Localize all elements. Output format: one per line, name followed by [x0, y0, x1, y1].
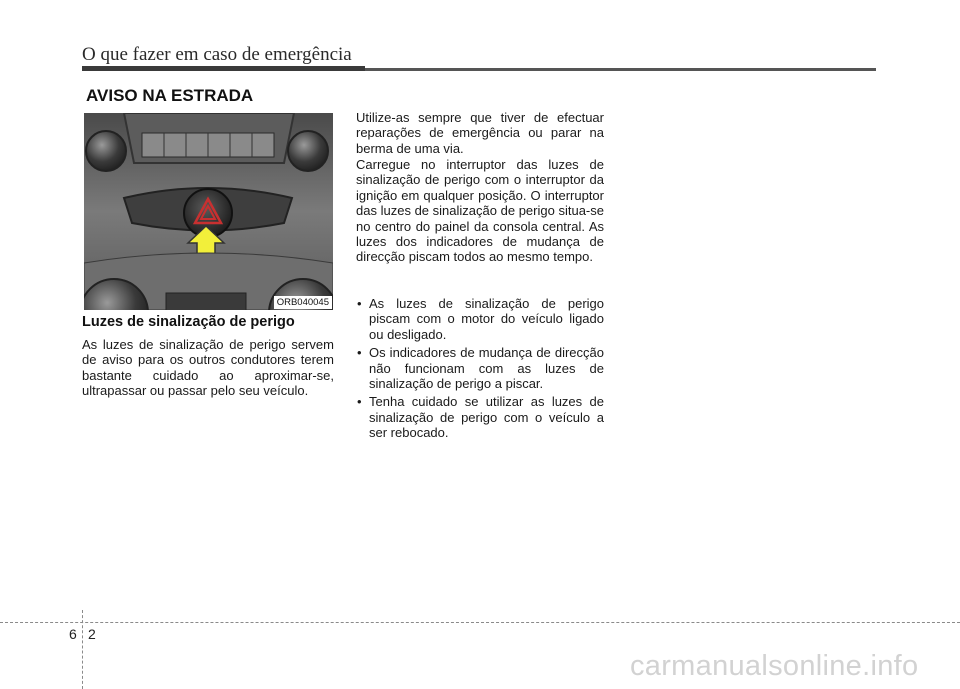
hazard-lights-intro-paragraph: As luzes de sinalização de perigo servem de aviso para os outros condutores terem bastante cuidado ao aproximar-se, ultrapassar ou passar pelo seu veículo. [82, 337, 334, 399]
section-title: AVISO NA ESTRADA [86, 86, 254, 105]
bullet-marker: • [357, 394, 362, 410]
hazard-notes-list [356, 296, 604, 444]
list-item [356, 296, 604, 342]
list-item-text: As luzes de sinalização de perigo piscam com o motor do veículo ligado ou desligado. [369, 296, 604, 342]
hazard-lights-subheading: Luzes de sinalização de perigo [82, 314, 295, 330]
page-number: 2 [88, 626, 96, 642]
footer-vertical-divider [82, 610, 83, 689]
watermark: carmanualsonline.info [630, 650, 919, 682]
photo-reference-code: ORB040045 [274, 296, 332, 309]
footer-divider [0, 622, 960, 623]
switch-location-paragraph: Carregue no interruptor das luzes de sinalização de perigo com o interruptor da ignição em qualquer posição. O interruptor das luzes de sinalização de perigo situa-se no centro do painel da consola central. As luzes dos indicadores de mudança de direcção piscam todos ao mesmo tempo. [356, 157, 604, 265]
page-header-title: O que fazer em caso de emergência [82, 44, 352, 65]
bullet-marker: • [357, 345, 362, 361]
list-item [356, 394, 604, 440]
list-item-text: Os indicadores de mudança de direcção não funcionam com as luzes de sinalização de perigo a piscar. [369, 345, 604, 392]
chapter-number: 6 [69, 626, 77, 642]
header-rule [82, 66, 876, 71]
bullet-marker: • [357, 296, 362, 311]
console-illustration [84, 113, 333, 310]
usage-paragraph: Utilize-as sempre que tiver de efectuar reparações de emergência ou parar na berma de uma via. [356, 110, 604, 156]
list-item [356, 345, 604, 391]
hazard-switch-photo [84, 113, 333, 310]
list-item-text: Tenha cuidado se utilizar as luzes de sinalização de perigo com o veículo a ser rebocado. [369, 394, 604, 441]
